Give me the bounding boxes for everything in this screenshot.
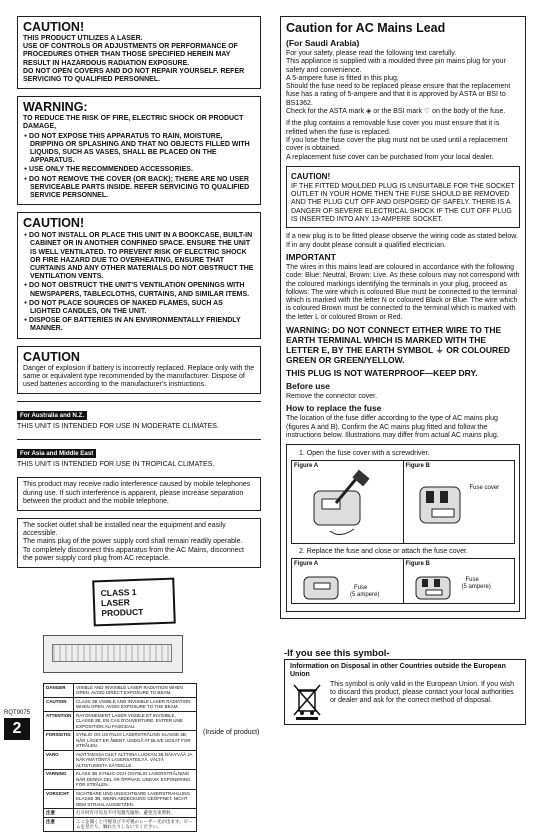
warning-key: CAUTION [44,698,74,711]
device-illustration [43,635,183,673]
warning-bullet: ● DO NOT REMOVE THE COVER (OR BACK); THERE ARE NO USER SERVICEABLE PARTS INSIDE. REFER SERVICING TO QUALIFIED SERVICE PERSONNEL. [23,175,255,201]
saudi-text: For your safety, please read the following text carefully. [286,50,457,57]
figure-a-step1 [292,461,404,543]
region-tag: For Asia and Middle East [17,449,96,458]
saudi-text: Should the fuse need to be replaced please ensure that the replacement fuse has a rating of 5-ampere and that it is approved by ASTA or BSI to BS1362. [286,83,511,107]
laser-caution-line: DO NOT OPEN COVERS AND DO NOT REPAIR YOURSELF. REFER SERVICING TO QUALIFIED PERSONNEL. [23,67,245,84]
warning-table-row [44,712,196,732]
warning-table-row [44,698,196,712]
warning-table-row [44,770,196,790]
battery-caution-text: Danger of explosion if battery is incorrectly replaced. Replace only with the same or equivalent type recommended by the manufacturer. Dispose of used batteries according to the manufacturer's instructions. [23,364,255,389]
new-plug-text: If a new plug is to be fitted please observe the wiring code as stated below. [286,233,518,241]
figure-b-step1 [404,461,515,543]
plug-caution-text: IF THE FITTED MOULDED PLUG IS UNSUITABLE FOR THE SOCKET OUTLET IN YOUR HOME THEN THE FUSE SHOULD BE REMOVED AND THE PLUG CUT OFF AND DISPOSED OF SAFELY. THERE IS A DANGER OF SEVERE ELECTRICAL SHOCK IF THE CUT OFF PLUG IS INSERTED INTO ANY 13-AMPERE SOCKET. [291,182,515,224]
plug-fuse-illustration [300,571,350,603]
replace-fuse-heading: How to replace the fuse [286,403,382,414]
warning-title: WARNING: [23,100,88,115]
disposal-text: This symbol is only valid in the European Union. If you wish to discard this product, please contact your local authorities or dealer and ask for the correct method of disposal. [330,681,515,705]
laser-caution-line: THIS PRODUCT UTILIZES A LASER. [23,35,143,42]
warning-value: SICHTBARE UND UNSICHTBARE LASERSTRAHLUNG KLASSE 3B, WENN ABDECKUNG GEÖFFNET. NICHT DEM STRAHL AUSSETZEN. [76,790,191,807]
page-number: 2 [4,718,30,740]
warning-value: AVATTAESSA OLET ALTTIINA LUOKAN 3B NÄKYVÄÄ JA NÄKYMÄTÖNTÄ LASERSÄTEILYÄ. VÄLTÄ ALTISTUMISTA SÄTEELLE. [76,751,193,768]
warning-key: VARO [44,751,74,770]
disposal-info-box [284,659,526,725]
fuse-cover-text: A replacement fuse cover can be purchased from your local dealer. [286,153,494,161]
saudi-text: Check for the ASTA mark ◈ or the BSI mark ♡ on the body of the fuse. [286,108,506,116]
warning-table-row [44,790,196,810]
figure-a-label: Figure A [294,561,319,568]
inside-product-caption: (Inside of product) [203,728,260,736]
ventilation-bullet: ● DISPOSE OF BATTERIES IN AN ENVIRONMENTALLY FRIENDLY MANNER. [23,316,255,333]
disposal-body [290,681,520,721]
device-drive-illustration [52,644,172,662]
region-text: THIS UNIT IS INTENDED FOR USE IN MODERATE CLIMATES. [17,423,219,431]
interference-box [17,477,261,511]
laser-label-line: LASER PRODUCT [100,597,144,619]
plug-caution-title: CAUTION! [291,171,331,181]
warning-box [17,96,261,205]
figure-a-label: Figure A [294,463,319,470]
new-plug-text: If in any doubt please consult a qualified electrician. [286,241,446,249]
warning-value: KLASS 3B SYNLIG OCH OSYNLIG LASERSTRÅLNING NÄR DENNA DEL ÄR ÖPPNAD. UNDVIK EXPONERING FÖR STRÅLEN. [76,771,191,788]
warning-intro: TO REDUCE THE RISK OF FIRE, ELECTRIC SHOCK OR PRODUCT DAMAGE, [23,115,244,131]
warning-value: RAYONNEMENT LASER VISIBLE ET INVISIBLE, CLASSE 3B, EN CAS D'OUVERTURE. EVITER UNE EXPOSITION AU FAISCEAU. [76,712,183,729]
warning-key: 注意 [44,818,74,831]
disposal-symbol-heading: -If you see this symbol- [284,648,390,659]
laser-caution-line: USE OF CONTROLS OR ADJUSTMENTS OR PERFORMANCE OF PROCEDURES OTHER THAN THOSE SPECIFIED HEREIN MAY RESULT IN HAZARDOUS RADIATION EXPOSURE. [23,43,238,67]
laser-warning-table [43,683,197,832]
battery-caution-title: CAUTION [23,349,80,364]
warning-key: FORSIGTIG [44,731,74,750]
fuse-label: Fuse [465,577,479,584]
socket-text: The socket outlet shall be installed near the equipment and easily accessible. [23,521,226,538]
battery-caution-box [17,346,261,395]
before-use-heading: Before use [286,381,330,392]
region-tag: For Australia and N.Z. [17,411,87,420]
warning-value: ここを開くと可視及び不可視のレーザー光が出ます。ビームを見たり、触れたりしないでください。 [76,818,193,830]
fuse-cover-text: If you lose the fuse cover the plug must not be used until a replacement cover is obtained. [286,136,508,153]
warning-key: VORSICHT [44,790,74,809]
right-column [280,16,526,619]
warning-table-row [44,684,196,698]
fuse-amp-label: (5 ampere) [461,584,491,591]
region-australia [17,401,261,435]
screwdriver-plug-illustration [300,473,390,543]
warning-value: SYNLIG OG USYNLIG LASERSTRÅLING KLASSE 3B, NÅR LÅGET ER ÅBENT. UNDGÅ AT BLIVE UDSAT FOR STRÅLEN. [76,732,191,749]
disposal-title: Information on Disposal in other Countries outside the European Union [290,663,506,678]
ac-mains-lead-box [280,16,526,619]
laser-label-line: CLASS 1 [100,586,137,599]
figure-b-label: Figure B [405,561,430,568]
ventilation-bullet: ● DO NOT INSTALL OR PLACE THIS UNIT IN A BOOKCASE, BUILT-IN CABINET OR IN ANOTHER CONFINED SPACE. ENSURE THE UNIT IS WELL VENTILATED. TO PREVENT RISK OF ELECTRIC SHOCK OR FIRE HAZARD DUE TO OVERHEATING, ENSURE THAT CURTAINS AND ANY OTHER MATERIALS DO NOT OBSTRUCT THE VENTILATION VENTS. [23,231,255,281]
crossed-out-bin-icon [290,681,324,721]
warning-bullet: ● DO NOT EXPOSE THIS APPARATUS TO RAIN, MOISTURE, DRIPPING OR SPLASHING AND THAT NO OBJECTS FILLED WITH LIQUIDS, SUCH AS VASES, SHALL BE PLACED ON THE APPARATUS. [23,132,255,166]
before-use-text: Remove the connector cover. [286,393,378,401]
warning-table-row [44,751,196,771]
ac-mains-title: Caution for AC Mains Lead [286,21,446,35]
fuse-figures [286,444,520,612]
warning-key: DANGER [44,684,74,697]
interference-text: This product may receive radio interference caused by mobile telephones during use. If such interference is apparent, please increase separation between the product and the mobile telephone. [23,481,251,505]
plug-caution-box [286,166,520,228]
document-code: RQT9075 [4,710,31,716]
figure-a-step2 [292,559,404,603]
warning-table-row [44,809,196,818]
socket-text: The mains plug of the power supply cord shall remain readily operable. [23,538,243,546]
warning-table-row [44,818,196,831]
ventilation-caution-title: CAUTION! [23,216,85,231]
step-one: 1. Open the fuse cover with a screwdriver. [299,450,430,458]
class1-laser-label [92,578,176,627]
warning-key: ATTENTION [44,712,74,731]
saudi-heading: (For Saudi Arabia) [286,38,360,48]
not-waterproof-notice: THIS PLUG IS NOT WATERPROOF—KEEP DRY. [286,368,478,379]
figure-b-label: Figure B [405,463,430,470]
ventilation-caution-box [17,212,261,338]
figure-row-step2 [291,558,515,604]
plug-fuse-illustration [412,571,462,603]
replace-fuse-text: The location of the fuse differ according to the type of AC mains plug (figures A and B). Confirm the AC mains plug fitted and follow the instructions below. Illustrations may differ from actual AC mains plug. [286,415,499,439]
figure-row-step1 [291,460,515,544]
region-text: THIS UNIT IS INTENDED FOR USE IN TROPICAL CLIMATES. [17,461,215,469]
figure-b-step2 [404,559,515,603]
warning-value: 打开时有可见及不可见激光辐射。避免光束照射。 [76,810,175,816]
laser-label-illustration [17,575,261,830]
step-two: 2. Replace the fuse and close or attach the fuse cover. [299,548,468,556]
fuse-cover-text: If the plug contains a removable fuse cover you must ensure that it is refitted when the fuse is replaced. [286,120,500,136]
warning-table-row [44,731,196,751]
fuse-cover-label: Fuse cover [469,485,500,492]
warning-value: VISIBLE AND INVISIBLE LASER RADIATION WHEN OPEN. AVOID DIRECT EXPOSURE TO BEAM. [76,684,183,696]
region-asia [17,439,261,473]
warning-value: CLASS 3B VISIBLE AND INVISIBLE LASER RADIATION WHEN OPEN. AVOID EXPOSURE TO THE BEAM. [76,698,191,710]
warning-bullet: ● USE ONLY THE RECOMMENDED ACCESSORIES. [23,165,255,174]
socket-text: To completely disconnect this apparatus from the AC Mains, disconnect the power supply cord plug from AC receptacle. [23,546,244,562]
socket-box [17,518,261,568]
warning-key: VARNING [44,770,74,789]
laser-caution-title: CAUTION! [23,20,85,34]
important-text: The wires in this mains lead are coloured in accordance with the following code: Blue: Neutral, Brown: Live. As these colours may not correspond with the coloured markings identifying the terminals in your plug, proceed as follows: The wire which is coloured Blue must be connected to the terminal which is marked with the letter N or coloured Black or Blue. The wire which is coloured Brown must be connected to the terminal which is marked with the letter L or coloured Brown or Red. [286,263,520,321]
warning-key: 注意 [44,809,74,817]
fuse-amp-label: (5 ampere) [350,592,380,599]
saudi-text: A 5-ampere fuse is fitted in this plug. [286,74,399,82]
fuse-label: Fuse [354,585,368,592]
left-column [17,16,261,830]
important-heading: IMPORTANT [286,251,336,262]
plug-fuse-cover-illustration [414,477,474,537]
ventilation-bullet: ● DO NOT OBSTRUCT THE UNIT'S VENTILATION OPENINGS WITH NEWSPAPERS, TABLECLOTHS, CURTAINS, AND SIMILAR ITEMS. [23,281,255,298]
earth-warning: WARNING: DO NOT CONNECT EITHER WIRE TO THE EARTH TERMINAL WHICH IS MARKED WITH THE LETTER E, BY THE EARTH SYMBOL ⏚ OR COLOURED GREEN OR GREEN/YELLOW. [286,325,511,366]
laser-caution-box [17,16,261,89]
ventilation-bullet: ● DO NOT PLACE SOURCES OF NAKED FLAMES, SUCH AS LIGHTED CANDLES, ON THE UNIT. [23,299,255,316]
saudi-text: This appliance is supplied with a moulded three pin mains plug for your safety and convenience. [286,58,506,74]
